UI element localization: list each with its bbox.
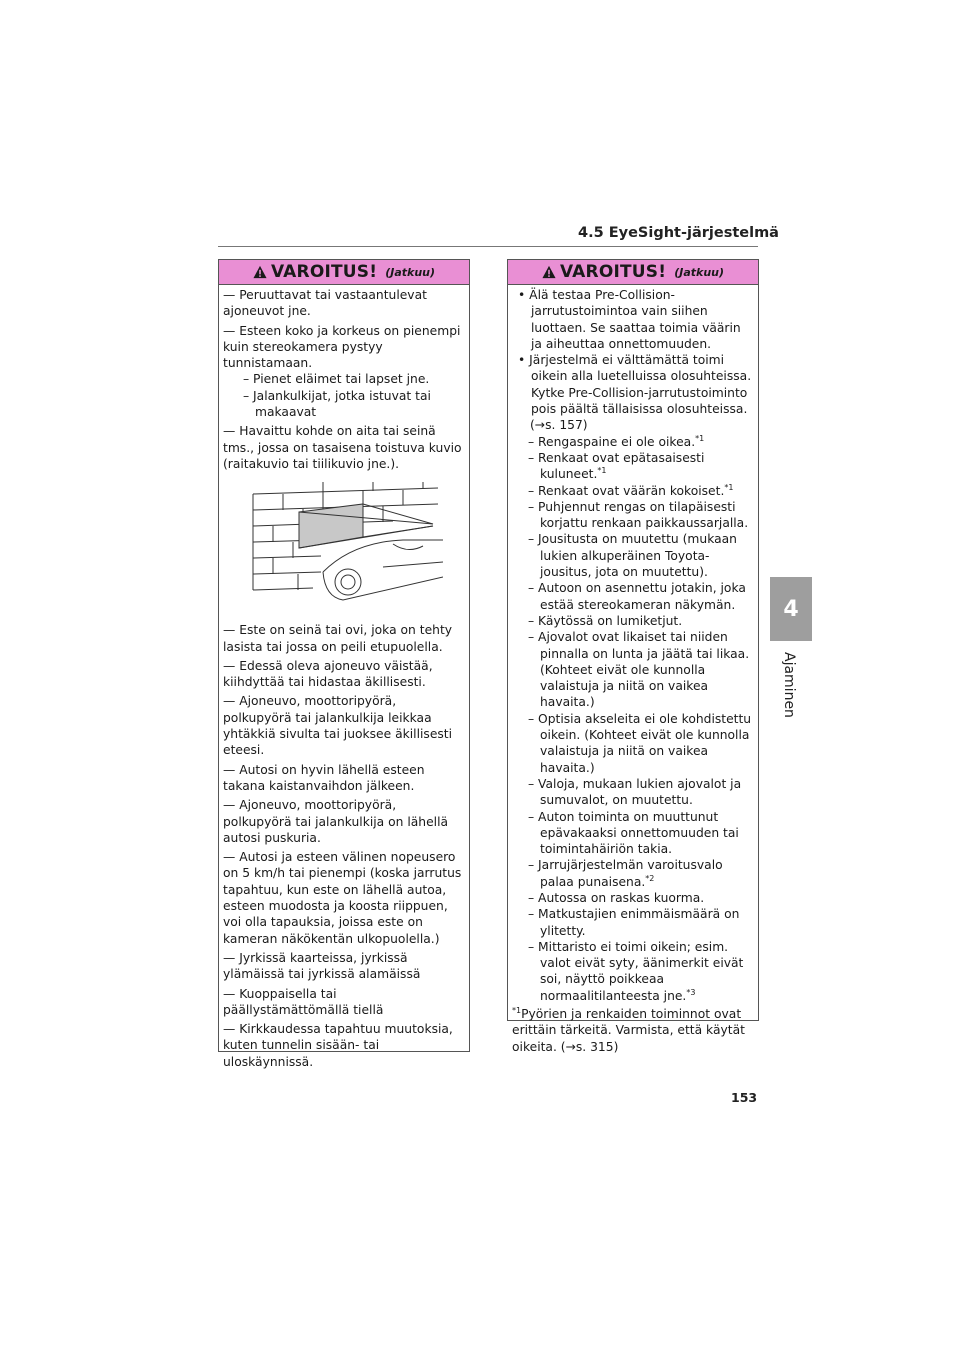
list-item: — Kirkkaudessa tapahtuu muutoksia, kuten tunnelin sisään- tai uloskäynnissä. bbox=[223, 1022, 453, 1069]
list-item: — Peruuttavat tai vastaantulevat ajoneuvot jne. bbox=[223, 288, 427, 319]
warning-triangle-icon bbox=[542, 265, 556, 279]
warning-continued: (Jatkuu) bbox=[674, 265, 725, 279]
page-number: 153 bbox=[731, 1090, 758, 1105]
condition-list bbox=[512, 434, 754, 1004]
warning-box-right bbox=[507, 259, 759, 1054]
condition-item: – Jousitusta on muutettu (mukaan lukien alkuperäinen Toyota-jousitus, jota on muutettu). bbox=[528, 532, 737, 580]
condition-item: – Rengaspaine ei ole oikea.$^{*1}$ bbox=[528, 433, 705, 449]
list-item: — Autosi on hyvin lähellä esteen takana kaistanvaihdon jälkeen. bbox=[223, 762, 425, 793]
warning-header bbox=[508, 260, 758, 285]
warning-continued: (Jatkuu) bbox=[385, 265, 436, 279]
condition-item: – Optisia akseleita ei ole kohdistettu oikein. (Kohteet eivät ole kunnolla valaistuja ja niitä on vaikea havaita.) bbox=[528, 711, 752, 775]
condition-item: – Valoja, mukaan lukien ajovalot ja sumuvalot, on muutettu. bbox=[528, 776, 742, 808]
condition-item: – Renkaat ovat väärän kokoiset.$^{*1}$ bbox=[528, 482, 734, 498]
chapter-tab[interactable] bbox=[770, 577, 812, 641]
section-header: 4.5 EyeSight-järjestelmä bbox=[578, 225, 779, 241]
warning-header bbox=[219, 260, 469, 285]
list-item: — Este on seinä tai ovi, joka on tehty lasista tai jossa on peili etupuolella. bbox=[223, 623, 453, 654]
warning-title: VAROITUS! bbox=[559, 262, 667, 282]
list-item: — Ajoneuvo, moottoripyörä, polkupyörä tai jalankulkija on lähellä autosi puskuria. bbox=[223, 798, 449, 845]
condition-item: – Ajovalot ovat likaiset tai niiden pinnalla on lunta ja jäätä tai likaa. (Kohteet eivät ole kunnolla valaistuja ja niitä on vaikea havaita.) bbox=[528, 630, 750, 710]
chapter-label: Ajaminen bbox=[781, 652, 797, 718]
list-item: — Havaittu kohde on aita tai seinä tms., jossa on tasaisena toistuva kuvio (raitakuvio tai tiilikuvio jne.). bbox=[223, 424, 462, 471]
sub-item: – Jalankulkijat, jotka istuvat tai makaavat bbox=[243, 388, 431, 420]
condition-item: – Käytössä on lumiketjut. bbox=[528, 613, 683, 628]
condition-item: – Matkustajien enimmäismäärä on ylitetty. bbox=[528, 907, 740, 938]
condition-item: – Mittaristo ei toimi oikein; esim. valot eivät syty, äänimerkit eivät soi, näyttö poikkeaa normaalitilanteesta jne.$^{*3}$ bbox=[528, 939, 744, 1003]
list-item: — Jyrkissä kaarteissa, jyrkissä ylämäissä tai jyrkissä alamäissä bbox=[223, 950, 421, 982]
sub-item: – Pienet eläimet tai lapset jne. bbox=[243, 372, 430, 387]
bullet-item: • Älä testaa Pre-Collision-jarrutustoimintoa vain siihen luottaen. Se saattaa toimia väärin ja aiheuttaa onnettomuuden. bbox=[518, 288, 741, 351]
condition-item: – Autoon on asennettu jotakin, joka estää stereokameran näkymän. bbox=[528, 581, 746, 612]
condition-item: – Jarrujärjestelmän varoitusvalo palaa punaisena.$^{*2}$ bbox=[528, 858, 723, 889]
chapter-number: 4 bbox=[783, 596, 799, 622]
header-rule bbox=[218, 246, 758, 247]
page-reference[interactable]: (→s. 157) bbox=[530, 418, 588, 433]
condition-item: – Auton toiminta on muuttunut epävakaaksi onnettomuuden tai toimintahäiriön takia. bbox=[528, 809, 739, 857]
list-item: — Ajoneuvo, moottoripyörä, polkupyörä tai jalankulkija leikkaa yhtäkkiä sivulta tai juoksee äkillisesti eteesi. bbox=[223, 694, 453, 758]
warning-box-left bbox=[218, 259, 470, 1069]
condition-item: – Renkaat ovat epätasaisesti kuluneet.$^{*1}$ bbox=[528, 450, 705, 482]
list-item: — Autosi ja esteen välinen nopeusero on 5 km/h tai pienempi (koska jarrutus tapahtuu, kun este on lähellä autoa, esteen muodosta ja koosta riippuen, voi olla tapauksia, joissa este on kameran näkökentän ulkopuolella.) bbox=[223, 850, 462, 946]
bullet-item: • Järjestelmä ei välttämättä toimi oikein alla luetelluissa olosuhteissa. Kytke Pre-Collision-jarrutustoiminto pois päältä tällaisissa olosuhteissa. bbox=[518, 353, 752, 417]
condition-item: – Autossa on raskas kuorma. bbox=[528, 890, 705, 905]
footnote: $^{*1}$Pyörien ja renkaiden toiminnot ovat erittäin tärkeitä. Varmista, että käytät oikeita. (→s. 315) bbox=[512, 1005, 745, 1054]
warning-triangle-icon bbox=[253, 265, 267, 279]
brick-wall-illustration bbox=[243, 482, 443, 612]
list-item: — Esteen koko ja korkeus on pienempi kuin stereokamera pystyy tunnistamaan. bbox=[223, 323, 461, 371]
list-item: — Kuoppaisella tai päällystämättömällä tiellä bbox=[223, 986, 384, 1017]
condition-item: – Puhjennut rengas on tilapäisesti korjattu renkaan paikkaussarjalla. bbox=[528, 499, 749, 531]
warning-title: VAROITUS! bbox=[270, 262, 378, 282]
list-item: — Edessä oleva ajoneuvo väistää, kiihdyttää tai hidastaa äkillisesti. bbox=[223, 658, 433, 690]
